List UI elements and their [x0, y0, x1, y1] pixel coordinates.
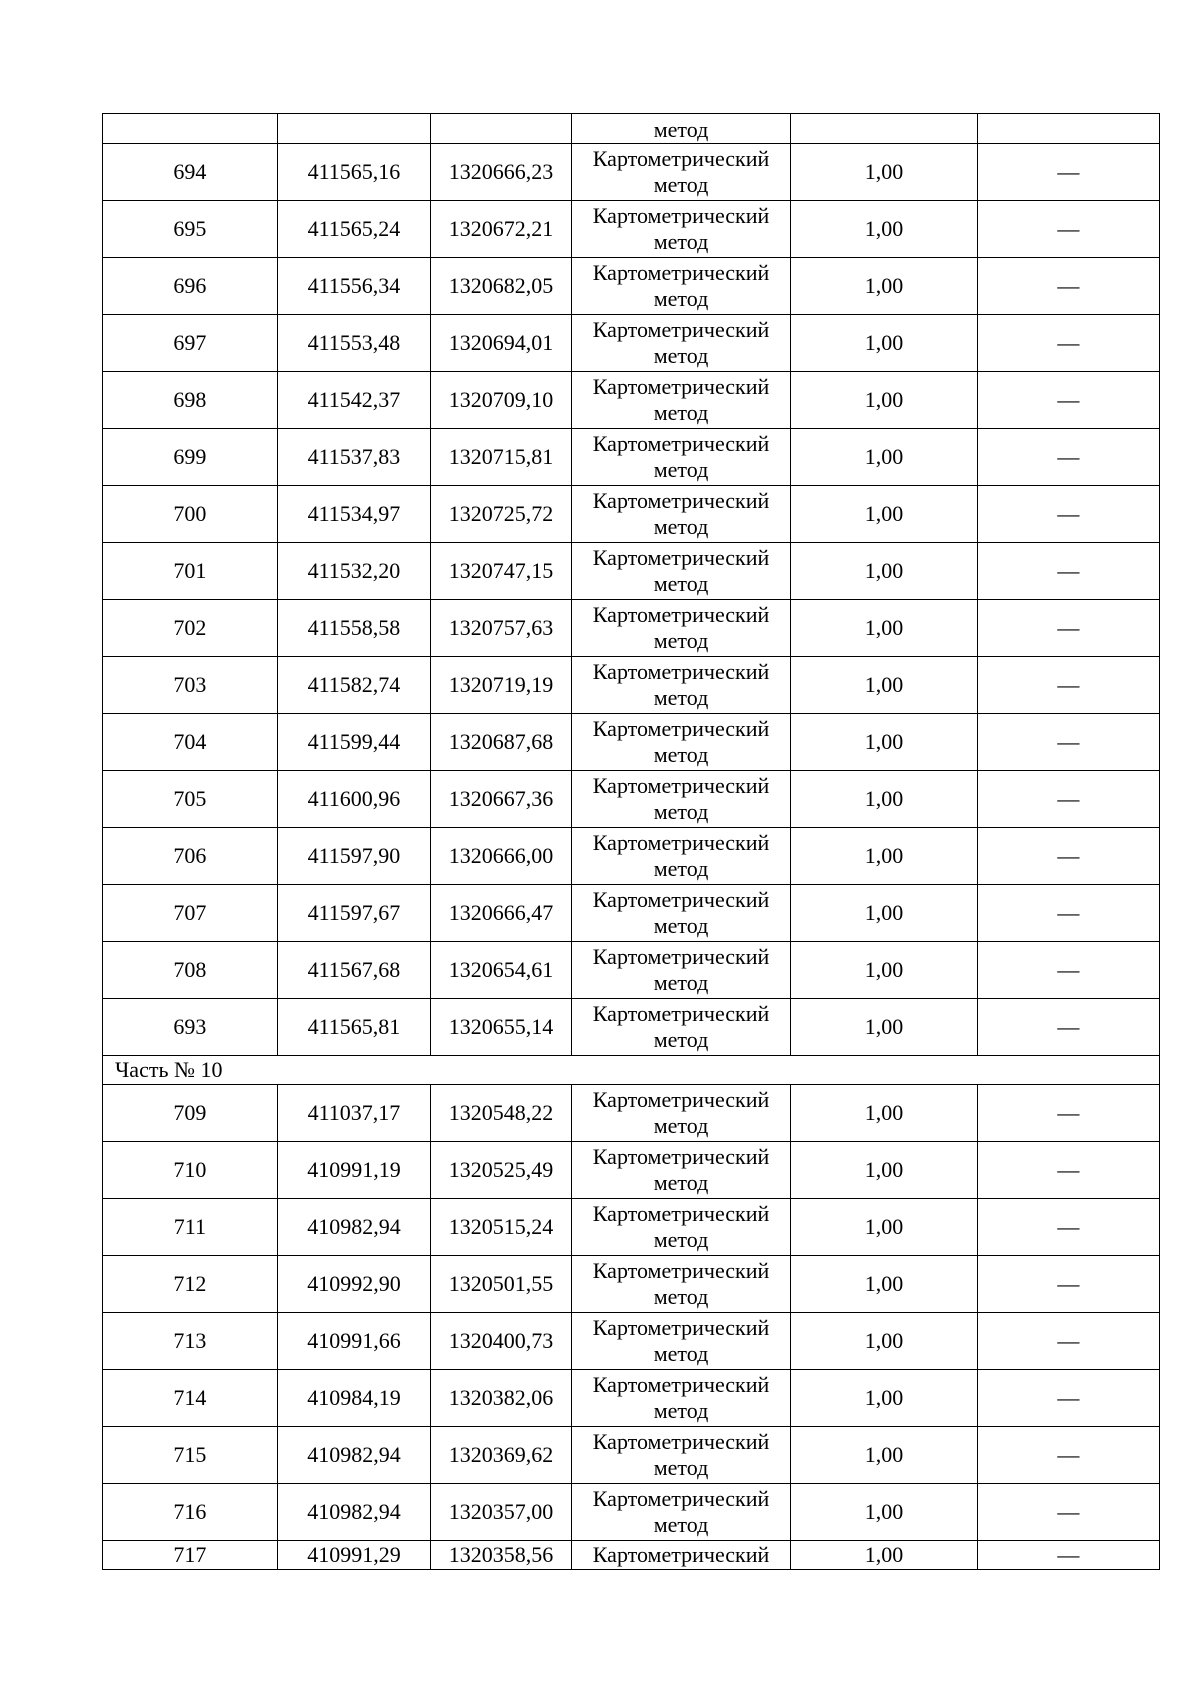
- cell-method: [571, 1313, 790, 1370]
- cell-y: 1320654,61: [431, 942, 572, 999]
- cell-num: 709: [103, 1085, 278, 1142]
- method-line-1: Картометрический: [592, 1486, 770, 1511]
- cell-num: 705: [103, 771, 278, 828]
- table-row: [103, 315, 1160, 372]
- cell-x: 411600,96: [277, 771, 430, 828]
- cell-method: [571, 771, 790, 828]
- method-line-1: Картометрический: [592, 602, 770, 627]
- cell-note: —: [977, 1541, 1159, 1570]
- cell-accuracy: 1,00: [791, 600, 977, 657]
- cell-y: 1320715,81: [431, 429, 572, 486]
- cell-method: [571, 1541, 790, 1570]
- cell-method: [571, 201, 790, 258]
- cell-y: 1320672,21: [431, 201, 572, 258]
- cell-num: 710: [103, 1142, 278, 1199]
- method-line-1: Картометрический: [592, 659, 770, 684]
- cell-x: 410991,19: [277, 1142, 430, 1199]
- cell-x: 411582,74: [277, 657, 430, 714]
- section-label: Часть № 10: [103, 1056, 1160, 1085]
- method-line-2: метод: [653, 1341, 709, 1366]
- cell-x: 410982,94: [277, 1427, 430, 1484]
- cell-method: [571, 1085, 790, 1142]
- cell-num: 706: [103, 828, 278, 885]
- cell-accuracy: 1,00: [791, 144, 977, 201]
- cell-method: [571, 600, 790, 657]
- cell-note: —: [977, 771, 1159, 828]
- method-line-1: Картометрический: [592, 1429, 770, 1454]
- method-line-1: Картометрический: [592, 146, 770, 171]
- cell-accuracy: 1,00: [791, 1484, 977, 1541]
- method-line-1: Картометрический: [592, 545, 770, 570]
- cell-method: [571, 1370, 790, 1427]
- table-row: [103, 1427, 1160, 1484]
- method-line-2: метод: [653, 1398, 709, 1423]
- cell-method: [571, 1142, 790, 1199]
- cell-x: 410991,29: [277, 1541, 430, 1570]
- method-line-1: Картометрический: [592, 1087, 770, 1112]
- cell-y: 1320725,72: [431, 486, 572, 543]
- cell-note: —: [977, 600, 1159, 657]
- table-row: [103, 771, 1160, 828]
- method-line-2: метод: [653, 799, 709, 824]
- method-line-1: Картометрический: [592, 887, 770, 912]
- cell-method: [571, 714, 790, 771]
- method-line-1: Картометрический: [592, 1315, 770, 1340]
- cell-accuracy: 1,00: [791, 1142, 977, 1199]
- cell-num: 715: [103, 1427, 278, 1484]
- cell-method: [571, 1484, 790, 1541]
- method-line-2: метод: [653, 1455, 709, 1480]
- cell-y: 1320747,15: [431, 543, 572, 600]
- cell-x: 410982,94: [277, 1199, 430, 1256]
- method-line-2: метод: [653, 856, 709, 881]
- cell-accuracy: 1,00: [791, 942, 977, 999]
- cell-accuracy: 1,00: [791, 771, 977, 828]
- method-line-1: Картометрический: [592, 317, 770, 342]
- cell-x: 411558,58: [277, 600, 430, 657]
- method-line-1: Картометрический: [592, 773, 770, 798]
- table-row: [103, 372, 1160, 429]
- table-row: [103, 600, 1160, 657]
- cell-y: 1320667,36: [431, 771, 572, 828]
- method-line-1: Картометрический: [592, 1201, 770, 1226]
- cell-note: —: [977, 315, 1159, 372]
- cell-y: 1320548,22: [431, 1085, 572, 1142]
- cell-x: 410992,90: [277, 1256, 430, 1313]
- cell-accuracy: 1,00: [791, 372, 977, 429]
- table-row: [103, 1085, 1160, 1142]
- cell-x: 411553,48: [277, 315, 430, 372]
- cell-x: 411565,81: [277, 999, 430, 1056]
- cell-x: 410991,66: [277, 1313, 430, 1370]
- cell-x: 410984,19: [277, 1370, 430, 1427]
- cell-accuracy: 1,00: [791, 1313, 977, 1370]
- cell-accuracy: 1,00: [791, 1256, 977, 1313]
- cell-note: —: [977, 999, 1159, 1056]
- cell-y: 1320709,10: [431, 372, 572, 429]
- cell-y: 1320666,47: [431, 885, 572, 942]
- method-line-2: метод: [653, 970, 709, 995]
- method-line-2: метод: [653, 514, 709, 539]
- cell-x: 411567,68: [277, 942, 430, 999]
- table-body: [103, 114, 1160, 1570]
- table-row: [103, 828, 1160, 885]
- cell-y: 1320382,06: [431, 1370, 572, 1427]
- cell-note: —: [977, 429, 1159, 486]
- method-line-2: метод: [653, 457, 709, 482]
- cell-y: 1320358,56: [431, 1541, 572, 1570]
- cell-accuracy: 1,00: [791, 258, 977, 315]
- cell-num: 716: [103, 1484, 278, 1541]
- cell-num: 717: [103, 1541, 278, 1570]
- method-line-1: Картометрический: [592, 830, 770, 855]
- continuation-row: [103, 114, 1160, 144]
- method-line-2: метод: [653, 1170, 709, 1195]
- cell-method: метод: [571, 114, 790, 144]
- cell-x: 411565,16: [277, 144, 430, 201]
- cell-num: 698: [103, 372, 278, 429]
- method-line-2: метод: [653, 172, 709, 197]
- method-line-1: Картометрический: [592, 431, 770, 456]
- cell-y: 1320655,14: [431, 999, 572, 1056]
- cell-accuracy: 1,00: [791, 1541, 977, 1570]
- cell-note: —: [977, 372, 1159, 429]
- method-line-2: метод: [653, 1027, 709, 1052]
- cell-num: 714: [103, 1370, 278, 1427]
- cell-note: —: [977, 1199, 1159, 1256]
- method-line-2: метод: [653, 628, 709, 653]
- cell-note: —: [977, 885, 1159, 942]
- method-line-1: Картометрический: [592, 944, 770, 969]
- cell-accuracy: 1,00: [791, 885, 977, 942]
- cell-accuracy: 1,00: [791, 486, 977, 543]
- table-row: [103, 543, 1160, 600]
- cell-accuracy: 1,00: [791, 1199, 977, 1256]
- cell-method: [571, 828, 790, 885]
- cell-num: 703: [103, 657, 278, 714]
- table-row: [103, 144, 1160, 201]
- cell-note: —: [977, 828, 1159, 885]
- table-row: [103, 258, 1160, 315]
- cell-x: 411534,97: [277, 486, 430, 543]
- cell-note: —: [977, 714, 1159, 771]
- cell-num: 711: [103, 1199, 278, 1256]
- method-line-1: Картометрический: [592, 488, 770, 513]
- cell-note: —: [977, 1256, 1159, 1313]
- cell-method: [571, 942, 790, 999]
- method-line-1: Картометрический: [592, 260, 770, 285]
- cell-note: —: [977, 657, 1159, 714]
- cell-x: 411532,20: [277, 543, 430, 600]
- table-row: [103, 1484, 1160, 1541]
- method-line-2: метод: [653, 913, 709, 938]
- cell-y: 1320682,05: [431, 258, 572, 315]
- method-line-2: метод: [653, 286, 709, 311]
- cell-accuracy: 1,00: [791, 657, 977, 714]
- cell-num: 693: [103, 999, 278, 1056]
- cell-y: 1320666,00: [431, 828, 572, 885]
- method-line-1: Картометрический: [592, 1001, 770, 1026]
- method-line-2: метод: [653, 1227, 709, 1252]
- cell-num: 708: [103, 942, 278, 999]
- cell-x: 411565,24: [277, 201, 430, 258]
- cell-note: —: [977, 486, 1159, 543]
- cell-accuracy: 1,00: [791, 999, 977, 1056]
- cell-num: 695: [103, 201, 278, 258]
- table-row: [103, 1370, 1160, 1427]
- cell-accuracy: 1,00: [791, 1370, 977, 1427]
- cell-method: [571, 1199, 790, 1256]
- cell-x: 411599,44: [277, 714, 430, 771]
- cell-note: —: [977, 1142, 1159, 1199]
- cell-num: 704: [103, 714, 278, 771]
- method-line-2: метод: [653, 400, 709, 425]
- table-row: [103, 1541, 1160, 1570]
- cell-accuracy: 1,00: [791, 1427, 977, 1484]
- cell-method: [571, 999, 790, 1056]
- cell-accuracy: 1,00: [791, 429, 977, 486]
- document-page: [102, 113, 1160, 1570]
- cell-num: 694: [103, 144, 278, 201]
- cell-accuracy: [791, 114, 977, 144]
- table-row: [103, 1313, 1160, 1370]
- table-row: [103, 1142, 1160, 1199]
- cell-num: 700: [103, 486, 278, 543]
- cell-accuracy: 1,00: [791, 201, 977, 258]
- cell-method: [571, 1427, 790, 1484]
- cell-method: [571, 258, 790, 315]
- cell-note: —: [977, 1370, 1159, 1427]
- table-row: [103, 201, 1160, 258]
- method-line-1: Картометрический: [592, 374, 770, 399]
- cell-method: [571, 657, 790, 714]
- cell-y: 1320687,68: [431, 714, 572, 771]
- coordinates-table: [102, 113, 1160, 1570]
- table-row: [103, 942, 1160, 999]
- section-row-part-10: [103, 1056, 1160, 1085]
- cell-x: 410982,94: [277, 1484, 430, 1541]
- method-line-2: метод: [653, 571, 709, 596]
- cell-y: [431, 114, 572, 144]
- method-line-2: метод: [653, 1113, 709, 1138]
- cell-method: [571, 486, 790, 543]
- cell-note: —: [977, 144, 1159, 201]
- table-row: [103, 1256, 1160, 1313]
- method-line-1: Картометрический: [592, 1542, 770, 1567]
- cell-method: [571, 429, 790, 486]
- cell-y: 1320525,49: [431, 1142, 572, 1199]
- cell-x: 411597,90: [277, 828, 430, 885]
- cell-note: —: [977, 1085, 1159, 1142]
- method-line-1: Картометрический: [592, 1372, 770, 1397]
- cell-note: —: [977, 543, 1159, 600]
- method-line-1: Картометрический: [592, 1258, 770, 1283]
- cell-accuracy: 1,00: [791, 714, 977, 771]
- table-row: [103, 486, 1160, 543]
- cell-y: 1320666,23: [431, 144, 572, 201]
- cell-num: 702: [103, 600, 278, 657]
- cell-x: 411597,67: [277, 885, 430, 942]
- table-row: [103, 429, 1160, 486]
- cell-y: 1320719,19: [431, 657, 572, 714]
- cell-y: 1320369,62: [431, 1427, 572, 1484]
- cell-note: —: [977, 201, 1159, 258]
- method-line-1: Картометрический: [592, 716, 770, 741]
- method-line-2: метод: [653, 229, 709, 254]
- cell-note: —: [977, 1427, 1159, 1484]
- table-row: [103, 1199, 1160, 1256]
- cell-method: [571, 885, 790, 942]
- cell-x: [277, 114, 430, 144]
- method-line-2: метод: [653, 1512, 709, 1537]
- method-line-1: Картометрический: [592, 1144, 770, 1169]
- method-line-1: Картометрический: [592, 203, 770, 228]
- cell-num: 701: [103, 543, 278, 600]
- cell-x: 411556,34: [277, 258, 430, 315]
- cell-y: 1320757,63: [431, 600, 572, 657]
- cell-num: 707: [103, 885, 278, 942]
- table-row: [103, 657, 1160, 714]
- cell-y: 1320400,73: [431, 1313, 572, 1370]
- method-line-2: метод: [653, 742, 709, 767]
- cell-x: 411542,37: [277, 372, 430, 429]
- cell-x: 411537,83: [277, 429, 430, 486]
- cell-y: 1320694,01: [431, 315, 572, 372]
- cell-y: 1320515,24: [431, 1199, 572, 1256]
- cell-num: 696: [103, 258, 278, 315]
- cell-y: 1320357,00: [431, 1484, 572, 1541]
- cell-method: [571, 372, 790, 429]
- cell-x: 411037,17: [277, 1085, 430, 1142]
- method-line-2: метод: [653, 685, 709, 710]
- cell-method: [571, 543, 790, 600]
- cell-y: 1320501,55: [431, 1256, 572, 1313]
- cell-num: 712: [103, 1256, 278, 1313]
- cell-method: [571, 1256, 790, 1313]
- method-line-2: метод: [653, 343, 709, 368]
- cell-accuracy: 1,00: [791, 315, 977, 372]
- cell-note: —: [977, 942, 1159, 999]
- cell-num: 699: [103, 429, 278, 486]
- cell-accuracy: 1,00: [791, 828, 977, 885]
- table-row: [103, 714, 1160, 771]
- cell-accuracy: 1,00: [791, 543, 977, 600]
- cell-note: [977, 114, 1159, 144]
- cell-num: 697: [103, 315, 278, 372]
- table-row: [103, 885, 1160, 942]
- method-line-2: метод: [653, 1284, 709, 1309]
- cell-note: —: [977, 1313, 1159, 1370]
- cell-num: 713: [103, 1313, 278, 1370]
- cell-note: —: [977, 1484, 1159, 1541]
- cell-method: [571, 144, 790, 201]
- cell-num: [103, 114, 278, 144]
- table-row: [103, 999, 1160, 1056]
- cell-method: [571, 315, 790, 372]
- cell-note: —: [977, 258, 1159, 315]
- cell-accuracy: 1,00: [791, 1085, 977, 1142]
